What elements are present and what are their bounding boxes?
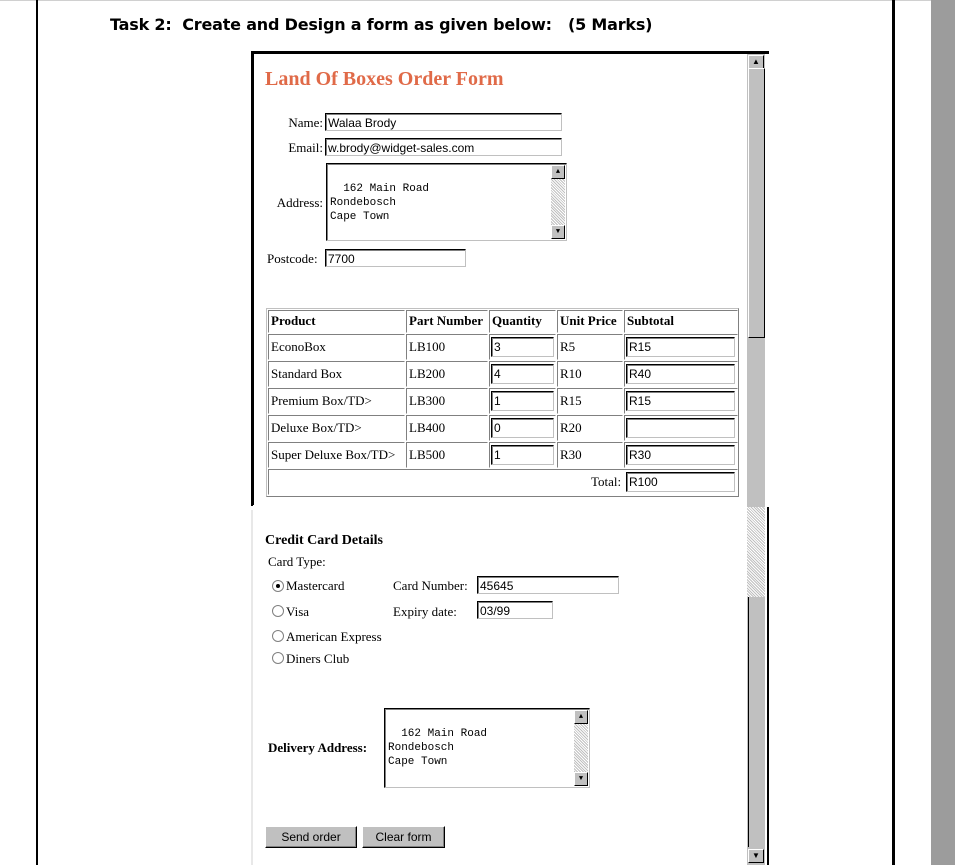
page-border-left — [36, 0, 38, 865]
table-cell-product: Super Deluxe Box/TD> — [268, 442, 405, 468]
address-textarea[interactable] — [326, 163, 567, 241]
scroll-up-icon[interactable]: ▲ — [551, 165, 565, 179]
table-cell-quantity — [489, 415, 556, 441]
table-cell-subtotal — [624, 334, 738, 360]
subtotal-input[interactable]: R15 — [626, 391, 735, 411]
american-express-radio[interactable] — [272, 630, 284, 642]
table-cell-price: R10 — [557, 361, 623, 387]
email-input[interactable]: w.brody@widget-sales.com — [325, 138, 562, 156]
subtotal-input[interactable] — [626, 418, 735, 438]
page-border-right — [892, 0, 895, 865]
order-table — [266, 308, 739, 497]
table-cell-product: Standard Box — [268, 361, 405, 387]
card-number-label: Card Number: — [393, 578, 468, 593]
total-input[interactable]: R100 — [626, 472, 735, 492]
mastercard-radio[interactable] — [272, 580, 284, 592]
total-label: Total: — [591, 474, 622, 489]
table-cell-product: Deluxe Box/TD> — [268, 415, 405, 441]
scroll-down-icon[interactable]: ▼ — [748, 849, 764, 863]
scroll-up-icon[interactable]: ▲ — [574, 710, 588, 724]
credit-card-heading: Credit Card Details — [265, 533, 383, 548]
table-cell-subtotal — [624, 361, 738, 387]
table-cell-quantity — [489, 388, 556, 414]
scroll-down-icon[interactable]: ▼ — [574, 772, 588, 786]
table-cell-quantity — [489, 334, 556, 360]
table-cell-product: Premium Box/TD> — [268, 388, 405, 414]
quantity-input[interactable]: 1 — [491, 391, 554, 411]
scroll-up-icon[interactable]: ▲ — [748, 55, 764, 69]
visa-radio[interactable] — [272, 605, 284, 617]
table-header-price: Unit Price — [557, 310, 623, 333]
quantity-input[interactable]: 4 — [491, 364, 554, 384]
visa-label: Visa — [286, 604, 310, 619]
delivery-address-textarea[interactable] — [384, 708, 590, 788]
address-text: 162 Main Road Rondebosch Cape Town — [330, 183, 430, 223]
table-cell-quantity — [489, 442, 556, 468]
card-type-label: Card Type: — [268, 554, 326, 569]
name-input[interactable]: Walaa Brody — [325, 113, 562, 131]
table-cell-subtotal — [624, 388, 738, 414]
task-heading: Task 2: Create and Design a form as given below: (5 Marks) — [110, 15, 653, 34]
table-cell-quantity — [489, 361, 556, 387]
table-cell-price: R30 — [557, 442, 623, 468]
table-header-quantity: Quantity — [489, 310, 556, 333]
clear-form-button[interactable]: Clear form — [362, 826, 445, 848]
name-label: Name: — [288, 115, 323, 130]
subtotal-input[interactable]: R40 — [626, 364, 735, 384]
table-cell-subtotal — [624, 442, 738, 468]
expiry-input[interactable]: 03/99 — [477, 601, 553, 619]
frame-left-border — [251, 51, 254, 506]
delivery-scrollbar[interactable] — [574, 710, 588, 786]
email-label: Email: — [288, 140, 323, 155]
subtotal-input[interactable]: R30 — [626, 445, 735, 465]
table-cell-part: LB400 — [406, 415, 488, 441]
table-cell-price: R5 — [557, 334, 623, 360]
american-express-label: American Express — [286, 629, 382, 644]
expiry-label: Expiry date: — [393, 604, 457, 619]
postcode-label: Postcode: — [267, 251, 318, 266]
scroll-thumb-lower[interactable] — [748, 597, 764, 847]
postcode-input[interactable]: 7700 — [325, 249, 466, 267]
page-top-edge — [0, 0, 955, 1]
scroll-thumb[interactable] — [748, 68, 765, 338]
delivery-address-label: Delivery Address: — [268, 740, 368, 755]
diners-club-label: Diners Club — [286, 651, 350, 666]
diners-club-radio[interactable] — [272, 652, 284, 664]
address-label: Address: — [276, 195, 323, 210]
table-cell-price: R15 — [557, 388, 623, 414]
table-cell-part: LB100 — [406, 334, 488, 360]
quantity-input[interactable]: 3 — [491, 337, 554, 357]
frame-left-border-lower — [251, 510, 253, 865]
table-cell-product: EconoBox — [268, 334, 405, 360]
table-header-product: Product — [268, 310, 405, 333]
scroll-track[interactable] — [747, 507, 765, 597]
quantity-input[interactable]: 0 — [491, 418, 554, 438]
table-cell-subtotal — [624, 415, 738, 441]
table-header-subtotal: Subtotal — [624, 310, 738, 333]
form-title: Land Of Boxes Order Form — [265, 68, 504, 90]
table-cell-part: LB300 — [406, 388, 488, 414]
address-scrollbar[interactable] — [551, 165, 565, 239]
table-total-row — [268, 469, 738, 495]
frame-right-border-lower — [767, 507, 769, 865]
table-header-part: Part Number — [406, 310, 488, 333]
subtotal-input[interactable]: R15 — [626, 337, 735, 357]
delivery-address-text: 162 Main Road Rondebosch Cape Town — [388, 728, 488, 768]
card-number-input[interactable]: 45645 — [477, 576, 619, 594]
table-cell-part: LB500 — [406, 442, 488, 468]
send-order-button[interactable]: Send order — [265, 826, 357, 848]
screenshot-split — [253, 505, 747, 509]
table-cell-price: R20 — [557, 415, 623, 441]
quantity-input[interactable]: 1 — [491, 445, 554, 465]
document-scrollbar[interactable] — [931, 0, 955, 865]
mastercard-label: Mastercard — [286, 578, 345, 593]
frame-top-border — [251, 51, 769, 54]
scroll-down-icon[interactable]: ▼ — [551, 225, 565, 239]
table-cell-part: LB200 — [406, 361, 488, 387]
